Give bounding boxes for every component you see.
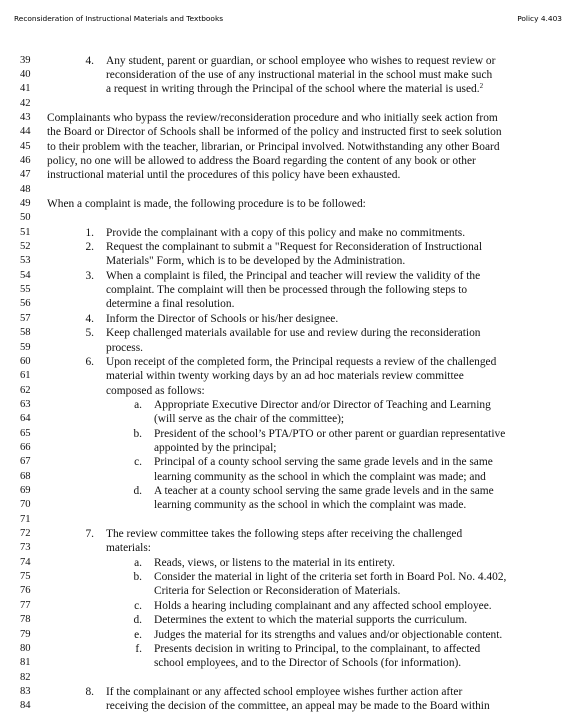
line-text: learning community as the school in which the complaint was made. [154,499,467,512]
line-number: 61 [20,370,31,382]
line-number: 69 [20,485,31,496]
document-line [0,168,576,182]
line-number: 43 [20,111,31,123]
header-title: Reconsideration of Instructional Materials and Textbooks [14,14,224,23]
document-line [0,412,576,426]
line-number: 83 [20,685,31,697]
list-marker: 7. [85,528,94,541]
list-marker: 4. [85,312,94,325]
list-marker: a. [134,556,142,569]
line-number: 75 [20,571,31,583]
line-text: appointed by the principal; [154,441,277,454]
line-number: 64 [20,413,31,425]
line-text: determine a final resolution. [106,298,235,311]
line-number: 67 [20,456,31,468]
document-line [0,656,576,670]
document-line [0,240,576,254]
line-number: 78 [20,614,31,626]
line-number: 49 [20,198,31,209]
line-text: the Board or Director of Schools shall be informed of the policy and instructed first to seek solution [47,126,502,139]
document-line [0,254,576,268]
list-marker: e. [134,628,142,641]
line-text: Inform the Director of Schools or his/her designee. [106,312,339,325]
document-line [0,97,576,111]
line-number: 70 [20,499,31,511]
line-number: 41 [20,83,31,95]
list-marker: a. [134,398,142,411]
document-line [0,369,576,383]
document-line [0,441,576,455]
document-line [0,570,576,584]
line-text: Provide the complainant with a copy of this policy and make no commitments. [106,226,466,239]
line-number: 66 [20,441,31,453]
line-number: 50 [20,212,31,224]
document-line [0,297,576,311]
list-marker: c. [134,599,142,612]
line-text: policy, no one will be allowed to address the Board regarding the content of any book or other [47,154,476,167]
line-number: 60 [20,355,31,367]
document-line [0,599,576,613]
document-line [0,642,576,656]
line-text: (will serve as the chair of the committee); [154,413,345,426]
line-text: Upon receipt of the completed form, the Principal requests a review of the challenged [106,355,497,368]
line-number: 53 [20,255,31,267]
line-number: 84 [20,700,31,712]
line-number: 80 [20,642,31,654]
document-line [0,628,576,642]
line-text: A teacher at a county school serving the same grade levels and in the same [154,485,494,497]
line-text: reconsideration of the use of any instructional material in the school must make such [106,68,493,81]
list-marker: 2. [85,241,94,254]
document-line [0,68,576,82]
document-line [0,140,576,154]
line-number: 45 [20,140,31,152]
document-line [0,312,576,326]
line-text: instructional material until the procedures of this policy have been exhausted. [47,169,401,182]
document-line [0,470,576,484]
line-text: to their problem with the teacher, librarian, or Principal involved. Notwithstanding any other Board [47,140,500,153]
line-number: 76 [20,585,31,597]
line-text: Appropriate Executive Director and/or Director of Teaching and Learning [154,398,491,411]
document-line [0,211,576,225]
line-number: 72 [20,528,31,540]
line-number: 51 [20,226,31,238]
line-text: Consider the material in light of the criteria set forth in Board Pol. No. 4.402, [154,571,507,584]
list-marker: 3. [85,269,94,282]
line-number: 48 [20,183,31,195]
line-number: 58 [20,327,31,339]
line-number: 59 [20,341,31,353]
document-line [0,226,576,240]
line-number: 42 [20,97,31,109]
list-marker: d. [133,614,142,627]
document-line [0,283,576,297]
line-number: 68 [20,470,31,482]
line-text: Request the complainant to submit a "Request for Reconsideration of Instructional [106,241,483,254]
line-number: 71 [20,513,31,525]
line-text: The review committee takes the following steps after receiving the challenged [106,528,463,541]
list-marker: 5. [85,327,94,340]
line-number: 52 [20,241,31,253]
line-number: 79 [20,628,31,640]
line-number: 44 [20,126,31,138]
document-line [0,326,576,340]
list-marker: 4. [85,54,94,67]
document-line [0,398,576,412]
line-text: President of the school’s PTA/PTO or other parent or guardian representative [154,427,506,440]
document-line [0,699,576,713]
line-number: 73 [20,542,31,554]
line-text: If the complainant or any affected school employee wishes further action after [106,685,463,698]
document-line [0,498,576,512]
document-line [0,197,576,211]
line-text: Presents decision in writing to Principal, to the complainant, to affected [154,642,481,655]
document-line [0,685,576,699]
line-number: 65 [20,427,31,439]
line-number: 56 [20,298,31,310]
line-number: 62 [20,384,31,396]
line-number: 55 [20,284,31,296]
line-number: 40 [20,68,31,80]
line-text: Principal of a county school serving the same grade levels and in the same [154,456,493,469]
list-marker: b. [133,571,142,584]
footnote-marker: 2 [479,82,484,91]
line-text: Keep challenged materials available for use and review during the reconsideration [106,327,481,340]
line-text: learning community as the school in which the complaint was made; and [154,470,486,483]
line-text: Holds a hearing including complainant and any affected school employee. [154,599,492,612]
document-line [0,111,576,125]
line-text: Criteria for Selection or Reconsideration of Materials. [154,585,401,598]
line-number: 81 [20,657,31,669]
line-number: 54 [20,269,31,281]
list-marker: c. [134,456,142,469]
document-line [0,671,576,685]
list-marker: 8. [85,685,94,698]
line-text: a request in writing through the Principal of the school where the material is used.$^2$ [106,82,484,96]
document-line [0,183,576,197]
document-line [0,584,576,598]
document-line [0,82,576,96]
line-text: Complainants who bypass the review/reconsideration procedure and who initially seek action from [47,111,498,124]
document-line [0,269,576,283]
document-line [0,455,576,469]
line-number: 47 [20,169,31,181]
line-number: 57 [20,312,31,324]
line-text: receiving the decision of the committee, an appeal may be made to the Board within [106,700,490,713]
line-number: 63 [20,398,31,410]
document-line [0,613,576,627]
line-text: materials: [106,542,151,555]
line-text: school employees, and to the Director of Schools (for information). [154,657,462,670]
line-number: 39 [20,54,31,66]
line-text: Reads, views, or listens to the material in its entirety. [154,556,395,569]
list-marker: d. [133,485,142,497]
line-text: Materials" Form, which is to be developed by the Administration. [106,255,406,268]
document-line [0,556,576,570]
list-marker: 6. [85,355,94,368]
line-text: process. [106,341,144,354]
document-line [0,154,576,168]
list-marker: b. [133,427,142,440]
line-text: complaint. The complaint will then be processed through the following steps to [106,284,468,297]
document-line [0,527,576,541]
document-line [0,484,576,498]
line-text: Any student, parent or guardian, or school employee who wishes to request review or [106,54,496,67]
line-text: material within twenty working days by an ad hoc materials review committee [106,370,464,383]
line-text: Judges the material for its strengths and values and/or objectionable content. [154,628,503,641]
line-text: When a complaint is filed, the Principal and teacher will review the validity of the [106,269,481,282]
line-text: When a complaint is made, the following procedure is to be followed: [47,198,366,210]
line-number: 77 [20,599,31,611]
header-policy-number: Policy 4.403 [517,14,562,23]
line-text: composed as follows: [106,384,205,397]
document-line [0,355,576,369]
document-line [0,125,576,139]
document-line [0,54,576,68]
list-marker: 1. [85,226,94,239]
document-line [0,341,576,355]
document-line [0,384,576,398]
line-number: 82 [20,671,31,683]
document-line [0,513,576,527]
line-text: Determines the extent to which the material supports the curriculum. [154,614,468,627]
document-line [0,427,576,441]
line-number: 46 [20,154,31,166]
line-number: 74 [20,556,31,568]
list-marker: f. [135,642,142,655]
document-line [0,541,576,555]
